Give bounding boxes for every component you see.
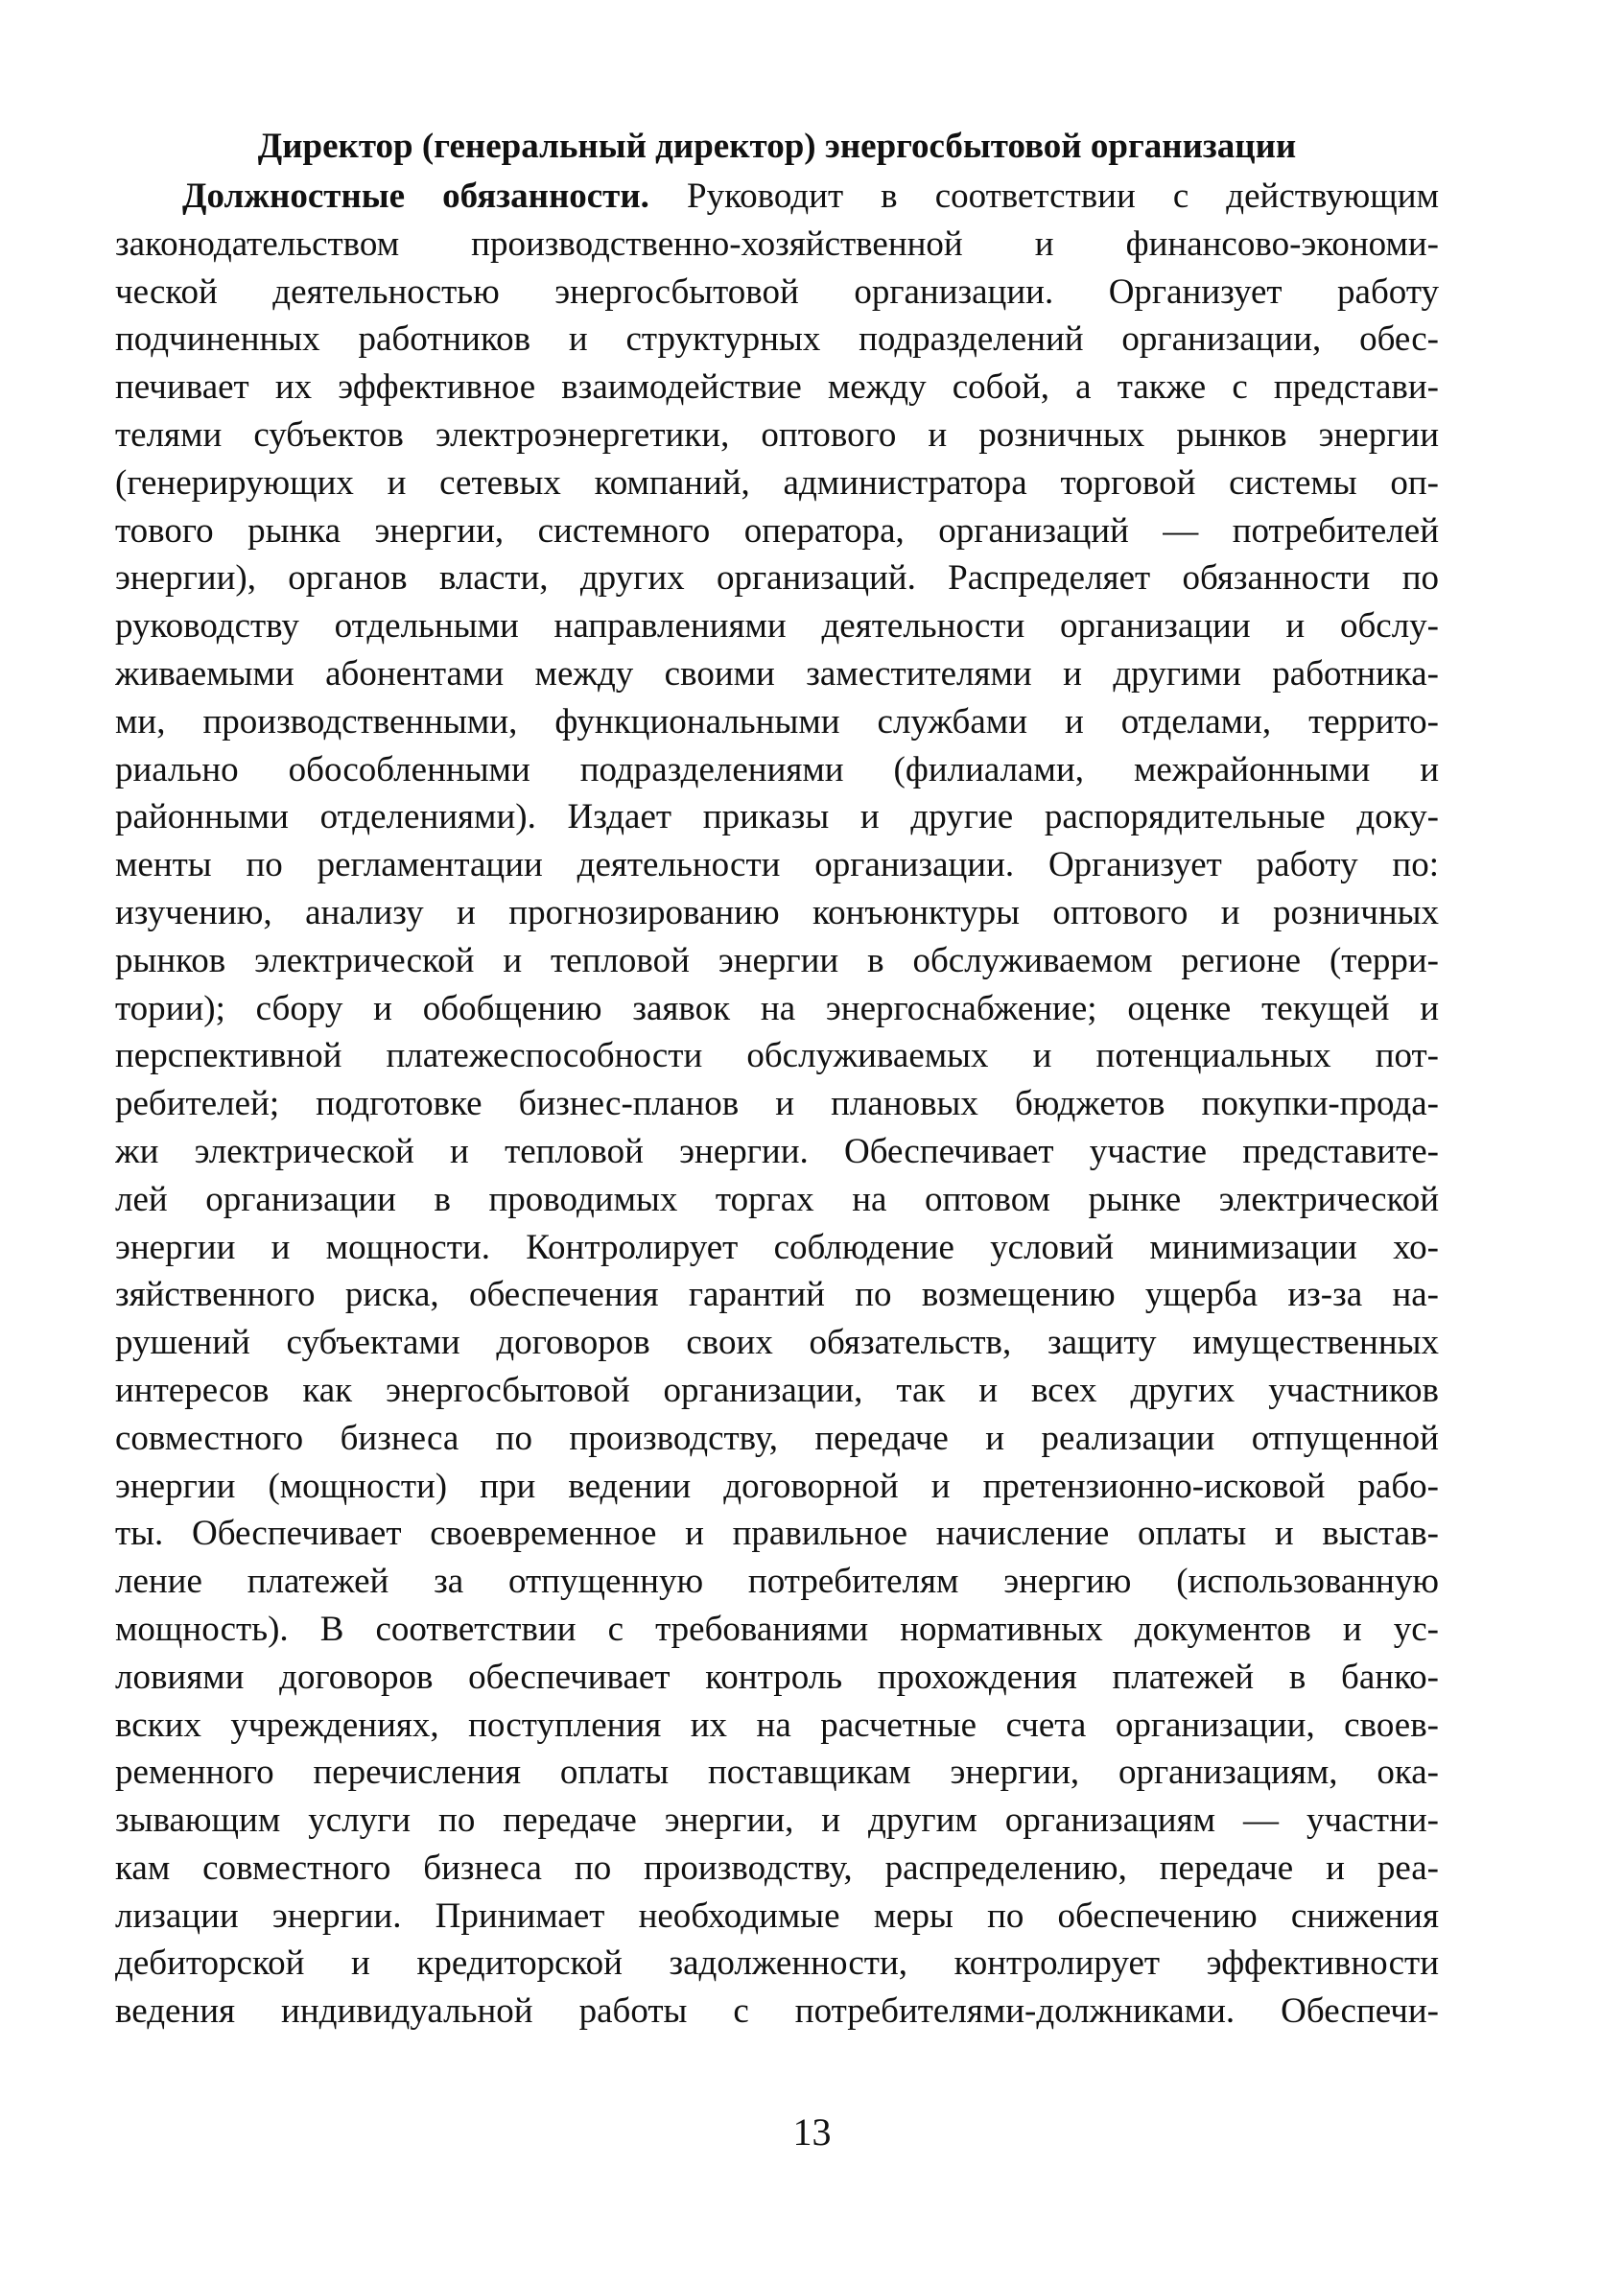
text-line (115, 173, 1439, 221)
text-line: тории); сбору и обобщению заявок на энергоснабжение; оценке текущей и (115, 988, 1439, 1028)
text-line: печивает их эффективное взаимодействие между собой, а также с представи- (115, 367, 1439, 408)
text-line: (генерирующих и сетевых компаний, администратора торговой системы оп- (115, 462, 1439, 503)
text-line: интересов как энергосбытовой организации, так и всех других участников (115, 1370, 1439, 1410)
text-line: менты по регламентации деятельности организации. Организует работу по: (115, 845, 1439, 885)
text-line: рушений субъектами договоров своих обязательств, защиту имущественных (115, 1323, 1439, 1363)
text-line: зывающим услуги по передаче энергии, и другим организациям — участни- (115, 1801, 1439, 1841)
text-line: рынков электрической и тепловой энергии в обслуживаемом регионе (терри- (115, 940, 1439, 980)
text-line: ловиями договоров обеспечивает контроль прохождения платежей в банко- (115, 1657, 1439, 1697)
text-line: ление платежей за отпущенную потребителям энергию (использованную (115, 1562, 1439, 1602)
text-line: тового рынка энергии, системного оператора, организаций — потребителей (115, 510, 1439, 551)
text-line: дебиторской и кредиторской задолженности, контролирует эффективности (115, 1943, 1439, 1984)
text-line: лизации энергии. Принимает необходимые меры по обеспечению снижения (115, 1895, 1439, 1936)
text-line: ческой деятельностью энергосбытовой организации. Организует работу (115, 271, 1439, 312)
text-line: перспективной платежеспособности обслуживаемых и потенциальных пот- (115, 1036, 1439, 1076)
text-line: телями субъектов электроэнергетики, оптового и розничных рынков энергии (115, 414, 1439, 455)
text-line: ты. Обеспечивает своевременное и правильное начисление оплаты и выстав- (115, 1514, 1439, 1554)
text-line: жи электрической и тепловой энергии. Обеспечивает участие представите- (115, 1131, 1439, 1171)
text-line: руководству отдельными направлениями деятельности организации и обслу- (115, 606, 1439, 647)
text-line: изучению, анализу и прогнозированию конъюнктуры оптового и розничных (115, 892, 1439, 932)
section-title: Директор (генеральный директор) энергосбытовой организации (257, 127, 1297, 166)
text-line: риально обособленными подразделениями (филиалами, межрайонными и (115, 749, 1439, 789)
body-paragraph (115, 173, 1439, 2036)
text-line: законодательством производственно-хозяйственной и финансово-экономи- (115, 224, 1439, 264)
text-line-content: Руководит в соответствии с действующим (648, 177, 1439, 216)
text-line: живаемыми абонентами между своими заместителями и другими работника- (115, 653, 1439, 694)
text-line: энергии), органов власти, других организаций. Распределяет обязанности по (115, 558, 1439, 599)
text-line: совместного бизнеса по производству, передаче и реализации отпущенной (115, 1418, 1439, 1458)
text-line: подчиненных работников и структурных подразделений организации, обес- (115, 319, 1439, 360)
text-line: ребителей; подготовке бизнес-планов и плановых бюджетов покупки-прода- (115, 1084, 1439, 1124)
text-line: зяйственного риска, обеспечения гарантий по возмещению ущерба из-за на- (115, 1275, 1439, 1315)
text-line: кам совместного бизнеса по производству, распределению, передаче и реа- (115, 1848, 1439, 1888)
text-line: ременного перечисления оплаты поставщикам энергии, организациям, ока- (115, 1753, 1439, 1793)
text-line: мощность). В соответствии с требованиями нормативных документов и ус- (115, 1609, 1439, 1649)
text-line: энергии (мощности) при ведении договорной и претензионно-исковой рабо- (115, 1466, 1439, 1506)
text-line: ведения индивидуальной работы с потребителями-должниками. Обеспечи- (115, 1991, 1439, 2032)
text-line: вских учреждениях, поступления их на расчетные счета организации, своев- (115, 1705, 1439, 1745)
text-line: энергии и мощности. Контролирует соблюдение условий минимизации хо- (115, 1227, 1439, 1267)
text-line: ми, производственными, функциональными службами и отделами, террито- (115, 701, 1439, 742)
text-line: районными отделениями). Издает приказы и другие распорядительные доку- (115, 797, 1439, 837)
lead-phrase: Должностные обязанности. (182, 177, 649, 216)
text-line: лей организации в проводимых торгах на оптовом рынке электрической (115, 1179, 1439, 1219)
page-number: 13 (792, 2110, 832, 2154)
